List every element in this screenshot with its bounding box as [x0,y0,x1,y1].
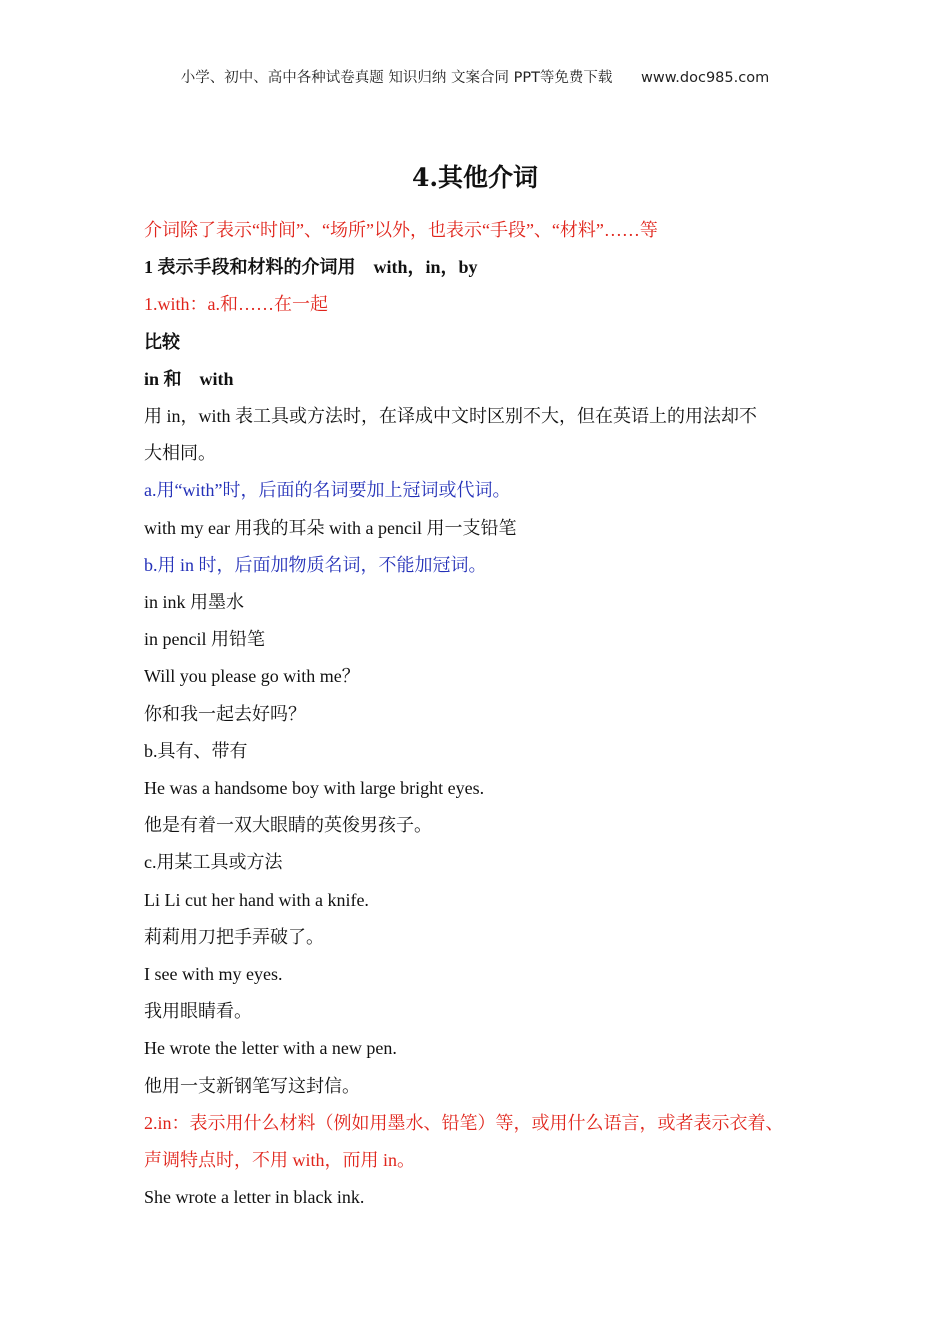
text-line: He wrote the letter with a new pen. [144,1038,397,1059]
text-line: I see with my eyes. [144,964,283,985]
text-line: a.用“with”时，后面的名词要加上冠词或代词。 [144,480,511,501]
text-line: 大相同。 [144,443,216,464]
text-line: c.用某工具或方法 [144,852,283,873]
text-line: Will you please go with me？ [144,666,360,687]
page-header [0,66,950,87]
text-line: 比较 [144,331,180,352]
text-line: 用 in，with 表工具或方法时，在译成中文时区别不大，但在英语上的用法却不 [144,406,757,427]
text-line: 我用眼睛看。 [144,1001,252,1022]
text-line: 1 表示手段和材料的介词用 with，in，by [144,257,478,278]
text-line: 他是有着一双大眼睛的英俊男孩子。 [144,815,432,836]
text-line: with my ear 用我的耳朵 with a pencil 用一支铅笔 [144,517,517,538]
text-line: in pencil 用铅笔 [144,629,265,650]
text-line: in 和 with [144,368,234,389]
text-line: She wrote a letter in black ink. [144,1187,365,1208]
text-line: 你和我一起去好吗？ [144,703,306,724]
text-line: 介词除了表示“时间”、“场所”以外，也表示“手段”、“材料”……等 [144,220,658,240]
text-line: 1.with：a.和……在一起 [144,294,328,315]
text-line: 2.in：表示用什么材料（例如用墨水、铅笔）等，或用什么语言，或者表示衣着、 [144,1112,784,1133]
text-line: in ink 用墨水 [144,592,245,613]
header-text: 小学、初中、高中各种试卷真题 知识归纳 文案合同 PPT等免费下载 [180,70,613,86]
text-line: He was a handsome boy with large bright eyes. [144,778,485,799]
text-line: 他用一支新钢笔写这封信。 [144,1075,360,1096]
text-line: 莉莉用刀把手弄破了。 [144,926,324,947]
text-line: Li Li cut her hand with a knife. [144,889,369,910]
text-line: 声调特点时，不用 with，而用 in。 [144,1150,416,1171]
header-url[interactable]: www.doc985.com [641,70,770,86]
document-body [144,212,844,1216]
text-line: b.用 in 时，后面加物质名词，不能加冠词。 [144,554,487,575]
document-title: 4.其他介词 [411,163,539,192]
text-line: b.具有、带有 [144,740,248,761]
